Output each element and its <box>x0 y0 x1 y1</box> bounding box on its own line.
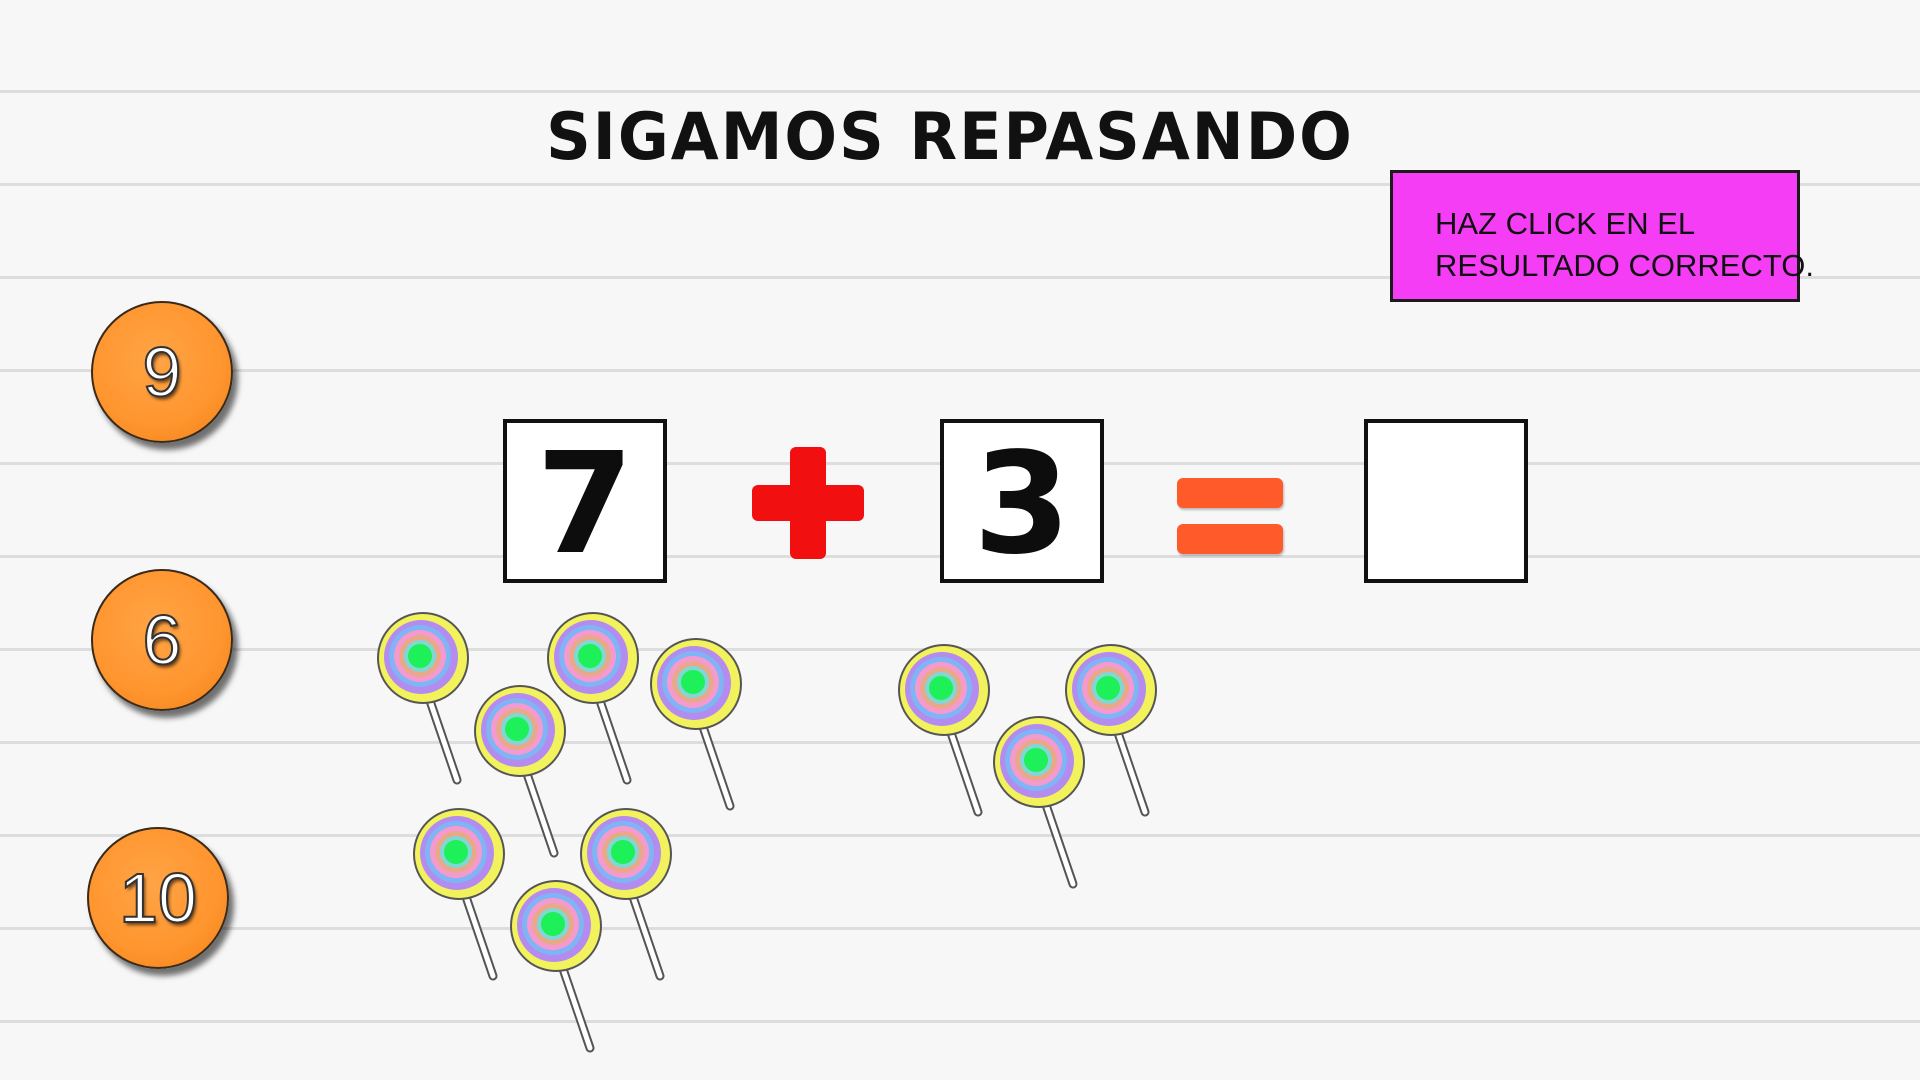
lollipop-icon <box>375 612 475 792</box>
instruction-line-1: HAZ CLICK EN EL <box>1435 206 1696 241</box>
answer-option-9[interactable] <box>91 301 233 443</box>
second-number: 3 <box>973 423 1071 586</box>
lollipop-icon <box>896 644 996 824</box>
answer-option-label: 10 <box>119 859 197 937</box>
equals-sign-icon <box>1177 478 1283 556</box>
instruction-line-2: RESULTADO CORRECTO. <box>1435 248 1814 283</box>
answer-option-label: 9 <box>142 333 182 411</box>
first-number-box <box>503 419 667 586</box>
instruction-box <box>1390 170 1814 302</box>
plus-sign-icon <box>752 447 864 559</box>
lollipop-icon <box>411 808 511 988</box>
page-title: SIGAMOS REPASANDO <box>546 98 1354 175</box>
lollipop-icon <box>991 716 1091 896</box>
answer-option-10[interactable] <box>87 827 229 969</box>
lollipop-icon <box>508 880 608 1060</box>
first-number: 7 <box>536 423 634 586</box>
second-number-box <box>940 419 1104 586</box>
lollipop-icon <box>648 638 748 818</box>
answer-option-label: 6 <box>142 601 182 679</box>
answer-option-6[interactable] <box>91 569 233 711</box>
result-drop-box[interactable] <box>1364 419 1528 583</box>
